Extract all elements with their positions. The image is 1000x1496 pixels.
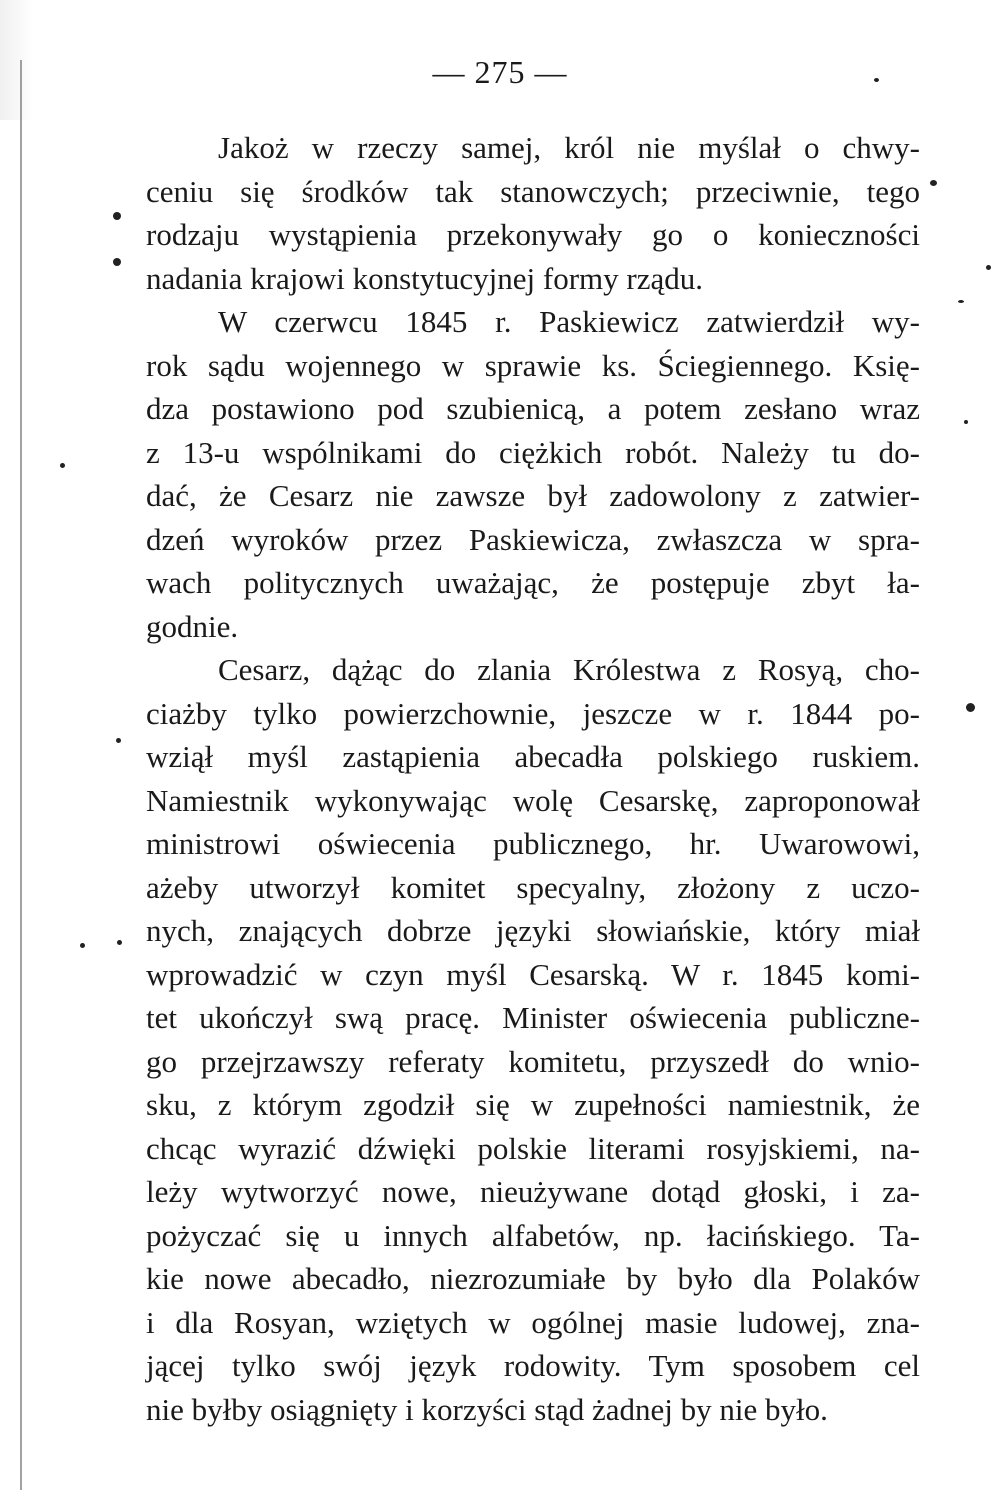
text-line: pożyczać się u innych alfabetów, np. łacińskiego. Ta- xyxy=(146,1217,920,1253)
speck xyxy=(958,300,964,303)
text-line: chcąc wyrazić dźwięki polskie literami rosyjskiemi, na- xyxy=(146,1130,920,1166)
text-line: ażeby utworzył komitet specyalny, złożony z uczo- xyxy=(146,869,920,905)
text-line: Jakoż w rzeczy samej, król nie myślał o chwy- xyxy=(218,130,920,165)
body-text xyxy=(146,126,920,1431)
speck xyxy=(60,463,65,468)
text-line: jącej tylko swój język rodowity. Tym sposobem cel xyxy=(146,1348,920,1383)
text-line: wach politycznych uważając, że postępuje zbyt ła- xyxy=(146,565,920,600)
speck xyxy=(964,420,968,424)
text-line: Cesarz, dążąc do zlania Królestwa z Rosyą, cho- xyxy=(218,652,920,687)
speck xyxy=(930,180,937,186)
speck xyxy=(80,943,85,948)
text-line: go przejrzawszy referaty komitetu, przyszedł do wnio- xyxy=(146,1043,920,1079)
margin-rule xyxy=(20,60,22,1490)
text-line: W czerwcu 1845 r. Paskiewicz zatwierdził wy- xyxy=(218,304,920,339)
speck xyxy=(986,265,991,270)
text-line: Namiestnik wykonywając wolę Cesarskę, zaproponował xyxy=(146,782,920,818)
text-line: z 13-u wspólnikami do ciężkich robót. Należy tu do- xyxy=(146,434,920,470)
text-line: ceniu się środków tak stanowczych; przeciwnie, tego xyxy=(146,173,920,209)
text-line: rok sądu wojennego w sprawie ks. Ściegiennego. Księ- xyxy=(146,347,920,383)
page-number: — 275 — xyxy=(432,54,568,90)
text-line: godnie. xyxy=(146,608,239,644)
text-line: nych, znających dobrze języki słowiańskie, który miał xyxy=(146,913,920,948)
text-line: nadania krajowi konstytucyjnej formy rządu. xyxy=(146,260,703,296)
text-line: i dla Rosyan, wziętych w ogólnej masie ludowej, zna- xyxy=(146,1304,920,1340)
text-line: tet ukończył swą pracę. Minister oświecenia publiczne- xyxy=(146,1000,920,1035)
speck xyxy=(113,258,121,266)
text-line: dza postawiono pod szubienicą, a potem zesłano wraz xyxy=(146,391,920,426)
speck xyxy=(113,212,121,220)
text-line: leży wytworzyć nowe, nieużywane dotąd głoski, i za- xyxy=(146,1174,920,1209)
text-line: sku, z którym zgodził się w zupełności namiestnik, że xyxy=(146,1087,920,1122)
text-line: ministrowi oświecenia publicznego, hr. Uwarowowi, xyxy=(146,826,920,861)
text-line: wprowadzić w czyn myśl Cesarską. W r. 1845 komi- xyxy=(146,956,920,992)
text-line: dać, że Cesarz nie zawsze był zadowolony z zatwier- xyxy=(146,478,920,513)
speck xyxy=(966,703,975,712)
speck xyxy=(117,940,122,945)
text-line: rodzaju wystąpienia przekonywały go o konieczności xyxy=(146,217,920,252)
text-line: kie nowe abecadło, niezrozumiałe by było dla Polaków xyxy=(146,1261,920,1296)
text-line: nie byłby osiągnięty i korzyści stąd żadnej by nie było. xyxy=(146,1391,828,1427)
speck xyxy=(116,738,121,743)
speck xyxy=(874,78,879,82)
text-line: ciażby tylko powierzchownie, jeszcze w r. 1844 po- xyxy=(146,695,920,731)
text-line: wziął myśl zastąpienia abecadła polskiego ruskiem. xyxy=(146,739,920,774)
text-line: dzeń wyroków przez Paskiewicza, zwłaszcza w spra- xyxy=(146,521,920,557)
